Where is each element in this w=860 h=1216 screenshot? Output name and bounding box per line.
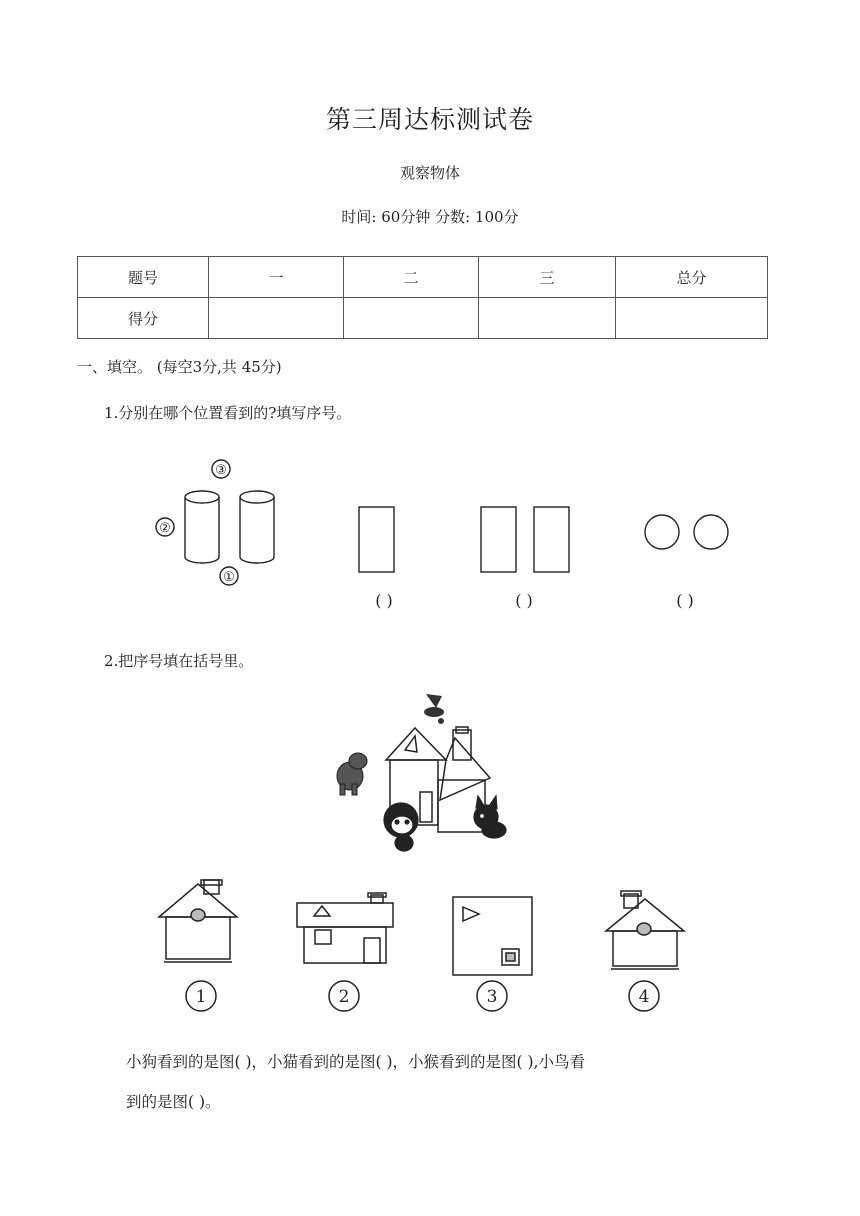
house-view-4-icon	[606, 891, 684, 969]
page-title: 第三周达标测试卷	[325, 105, 534, 134]
table-cell: 二	[344, 257, 479, 298]
marker-label: ①	[223, 570, 235, 585]
answer-blank[interactable]: ( )	[676, 591, 694, 610]
answer-line-1[interactable]: 小狗看到的是图( )，小猫看到的是图( )，小猴看到的是图( ),小鸟看	[126, 1053, 585, 1071]
number-label: 2	[338, 987, 350, 1007]
page-subtitle: 观察物体	[399, 164, 460, 182]
answer-line-2[interactable]: 到的是图( )。	[126, 1093, 221, 1111]
rectangle-view-icon	[359, 507, 394, 572]
answer-blank[interactable]: ( )	[515, 591, 533, 610]
number-label: 3	[486, 987, 498, 1007]
number-label: 1	[195, 987, 207, 1007]
rectangle-view-icon	[481, 507, 516, 572]
bird-icon	[424, 694, 444, 724]
table-cell: 一	[209, 257, 344, 298]
table-cell: 得分	[78, 298, 209, 339]
question-2-text: 2.把序号填在括号里。	[104, 652, 254, 670]
house-view-2-icon	[297, 893, 393, 963]
section-heading: 一、填空。 (每空3分,共 45分)	[77, 358, 282, 376]
table-cell: 总分	[616, 257, 768, 298]
question-1-text: 1.分别在哪个位置看到的?填写序号。	[104, 404, 352, 422]
monkey-icon	[384, 803, 418, 851]
table-cell: 三	[479, 257, 616, 298]
circle-view-icon	[645, 515, 679, 549]
answer-paragraph	[126, 1042, 786, 1122]
house-view-1-icon	[159, 880, 237, 962]
cylinder-icon	[240, 491, 274, 563]
number-label: 4	[638, 987, 650, 1007]
rectangle-view-icon	[534, 507, 569, 572]
table-cell: 题号	[78, 257, 209, 298]
dog-icon	[337, 753, 367, 795]
marker-label: ③	[215, 463, 227, 478]
circle-view-icon	[694, 515, 728, 549]
cylinder-icon	[185, 491, 219, 563]
answer-blank[interactable]: ( )	[375, 591, 393, 610]
marker-label: ②	[159, 521, 171, 536]
exam-meta: 时间: 60分钟 分数: 100分	[341, 208, 519, 226]
house-view-3-icon	[453, 897, 532, 975]
